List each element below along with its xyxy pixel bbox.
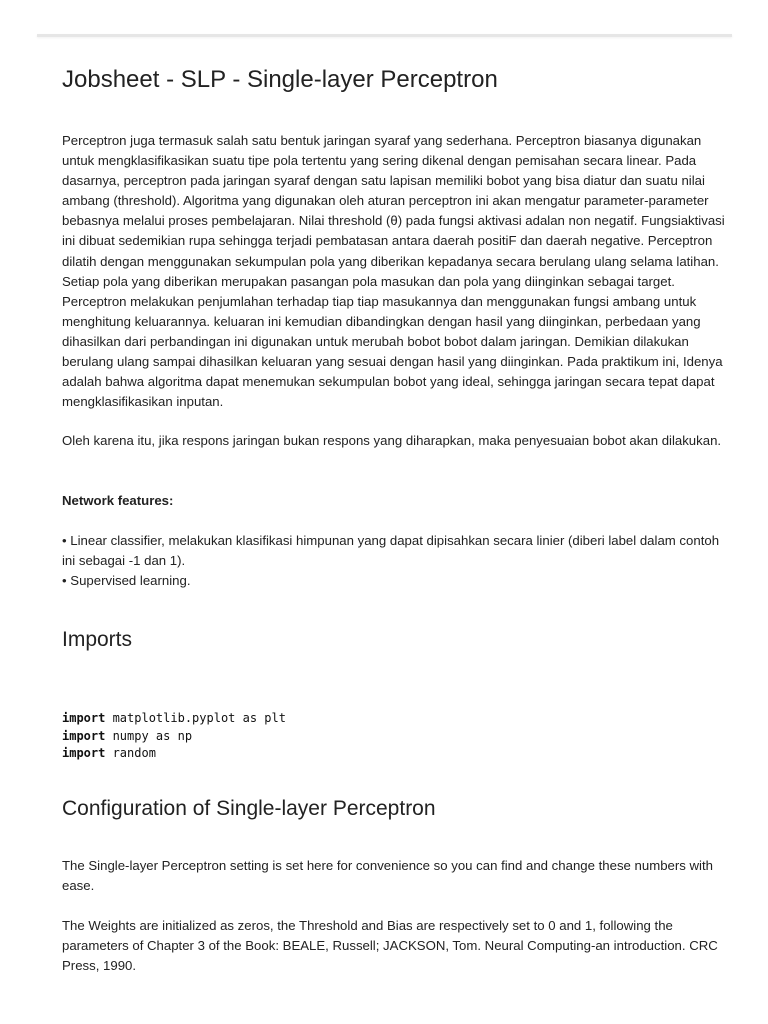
config-paragraph-2: The Weights are initialized as zeros, the Threshold and Bias are respectively set to 0 and 1, following the parameters of Chapter 3 of the Book: BEALE, Russell; JACKSON, Tom. Neural Computing-an introduction. CRC Press, 1990. <box>62 918 718 974</box>
code-text: matplotlib.pyplot as plt <box>105 711 286 725</box>
code-text: random <box>105 746 156 760</box>
config-paragraph-1: The Single-layer Perceptron setting is set here for convenience so you can find and change these numbers with ease. <box>62 858 713 894</box>
feature-item: • Linear classifier, melakukan klasifikasi himpunan yang dapat dipisahkan secara linier (diberi label dalam contoh ini sebagai -1 dan 1). <box>62 533 720 569</box>
adjustment-paragraph: Oleh karena itu, jika respons jaringan bukan respons yang diharapkan, maka penyesuaian bobot akan dilakukan. <box>62 433 722 448</box>
intro-paragraph: Perceptron juga termasuk salah satu bentuk jaringan syaraf yang sederhana. Perceptron biasanya digunakan untuk mengklasifikasikan suatu tipe pola tertentu yang sering dikenal dengan pemisahan secara linear. Pada dasarnya, perceptron pada jaringan syaraf dengan satu lapisan memiliki bobot yang bisa diatur dan suatu nilai ambang (threshold). Algoritma yang digunakan oleh aturan perceptron ini akan mengatur parameter-parameter bebasnya melalui proses pembelajaran. Nilai threshold (θ) pada fungsi aktivasi adalan non negatif. Fungsiaktivasi ini dibuat sedemikian rupa sehingga terjadi pembatasan antara daerah positiF dan daerah negative. Perceptron dilatih dengan menggunakan sekumpulan pola yang diberikan kepadanya secara berulang ulang selama latihan. Setiap pola yang diberikan merupakan pasangan pola masukan dan pola yang diinginkan sebagai target. Perceptron melakukan penjumlahan terhadap tiap tiap masukannya dan menggunakan fungsi ambang untuk menghitung keluarannya. keluaran ini kemudian dibandingkan dengan hasil yang diinginkan, perbedaan yang dihasilkan dari perbandingan ini digunakan untuk merubah bobot bobot dalam jaringan. Demikian dilakukan berulang ulang sampai dihasilkan keluaran yang sesuai dengan hasil yang diinginkan. Pada praktikum ini, Idenya adalah bahwa algoritma dapat menemukan sekumpulan bobot yang ideal, sehingga jaringan secara tepat dapat mengklasifikasikan inputan. <box>62 133 725 410</box>
imports-heading: Imports <box>62 628 133 651</box>
code-text: numpy as np <box>105 728 193 743</box>
feature-item: • Supervised learning. <box>62 573 191 589</box>
code-keyword: import <box>62 711 106 725</box>
code-line <box>62 745 286 763</box>
config-heading: Configuration of Single-layer Perceptron <box>62 797 436 820</box>
features-list <box>62 531 728 591</box>
imports-code-block <box>62 710 286 763</box>
code-keyword: import <box>62 746 106 760</box>
code-keyword: import <box>62 728 106 743</box>
code-line <box>62 728 286 746</box>
code-line <box>62 710 286 728</box>
features-heading: Network features: <box>62 493 174 508</box>
top-divider <box>37 34 732 37</box>
page-title: Jobsheet - SLP - Single-layer Perceptron <box>62 66 498 93</box>
